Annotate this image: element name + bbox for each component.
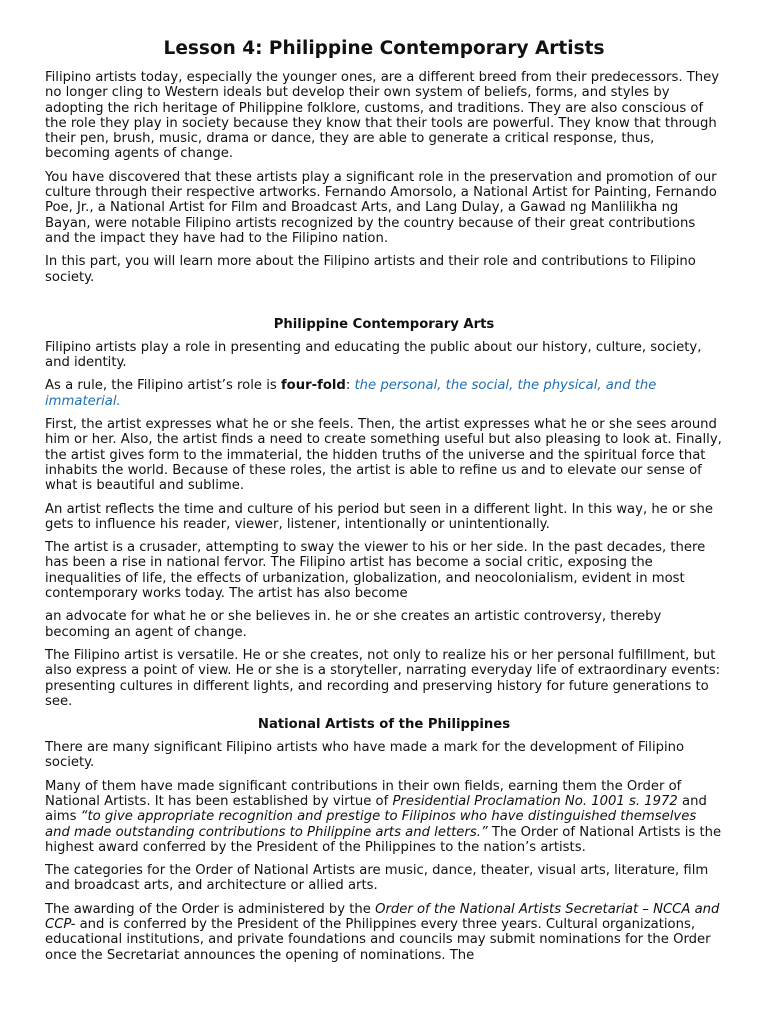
four-fold-colon: : [345,378,355,394]
four-fold-bold: four-fold [280,378,346,394]
section1-paragraph-roles: First, the artist expresses what he or she feels. Then, the artist expresses what he or she sees around him or her. Also, the artist finds a need to create something useful but also pleasing to look at. Finally, the artist gives form to the immaterial, the hidden truths of the universe and the spiritual force that inhabits the world. Because of these roles, the artist is able to refine us and to elevate our sense of what is beautiful and sublime. [45,417,722,494]
section2-paragraph-order [45,779,723,855]
four-fold-paragraph [45,378,723,409]
section1-paragraph-advocate: an advocate for what he or she believes in. he or she creates an artistic controversy, thereby becoming an agent of change. [45,609,662,640]
section1-paragraph-versatile: The Filipino artist is versatile. He or she creates, not only to realize his or her personal fulfillment, but also express a point of view. He or she is a storyteller, narrating everyday life of extraordinary events: presenting cultures in different lights, and recording and preserving history for future generations to see. [45,647,721,709]
section-heading-national-artists: National Artists of the Philippines [257,717,511,733]
intro-paragraph-3: In this part, you will learn more about the Filipino artists and their role and contributions to Filipino society. [45,254,696,285]
section1-paragraph-crusader: The artist is a crusader, attempting to sway the viewer to his or her side. In the past decades, there has been a rise in national fervor. The Filipino artist has become a social critic, exposing the inequalities of life, the effects of urbanization, globalization, and neocolonialism, evident in most contemporary works today. The artist has also become [45,540,706,602]
awarding-text-a: The awarding of the Order is administered by the [45,901,376,917]
section-heading-contemporary-arts: Philippine Contemporary Arts [273,316,495,332]
section2-paragraph-awarding [45,902,723,963]
section1-paragraph-reflects: An artist reflects the time and culture of his period but seen in a different light. In this way, he or she gets to influence his reader, viewer, listener, intentionally or unintentionally. [45,501,714,532]
order-text-a: Many of them have made significant contributions in their own fields, earning them the Order of National Artists. It has been established by virtue of [45,778,682,809]
section1-paragraph-1: Filipino artists play a role in presenting and educating the public about our history, culture, society, and identity. [45,339,702,371]
section2-paragraph-1: There are many significant Filipino artists who have made a mark for the development of Filipino society. [45,740,685,771]
order-text-b: and aims [45,793,707,825]
section2-paragraph-categories: The categories for the Order of National Artists are music, dance, theater, visual arts, literature, film and broadcast arts, and architecture or allied arts. [45,863,709,894]
four-fold-prefix: As a rule, the Filipino artist’s role is [45,378,281,394]
awarding-text-b: and is conferred by the President of the Philippines every three years. Cultural organizations, educational institutions, and private foundations and councils may submit nominations for the Order once the Secretariat announces the opening of nominations. The [45,917,711,963]
proclamation-reference: Presidential Proclamation No. 1001 s. 1972 [392,793,678,809]
order-text-c: The Order of National Artists is the highest award conferred by the President of the Philippines to the nation’s artists. [45,824,722,855]
page-title: Lesson 4: Philippine Contemporary Artists [163,38,605,59]
order-aim-quote: “to give appropriate recognition and prestige to Filipinos who have distinguished themselves and made outstanding contributions to Philippine arts and letters.” [45,809,697,840]
secretariat-name: Order of the National Artists Secretariat – NCCA and CCP- [45,901,720,933]
intro-paragraph-1: Filipino artists today, especially the younger ones, are a different breed from their predecessors. They no longer cling to Western ideals but develop their own system of beliefs, forms, and styles by adopting the rich heritage of Philippine folklore, customs, and traditions. They are also conscious of the role they play in society because they know that their tools are powerful. They know that through their pen, brush, music, drama or dance, they are able to generate a critical response, thus, becoming agents of change. [45,70,720,162]
intro-paragraph-2: You have discovered that these artists play a significant role in the preservation and promotion of our culture through their respective artworks. Fernando Amorsolo, a National Artist for Painting, Fernando Poe, Jr., a National Artist for Film and Broadcast Arts, and Lang Dulay, a Gawad ng Manlilikha ng Bayan, were notable Filipino artists recognized by the country because of their great contributions and the impact they have had to the Filipino nation. [45,169,717,246]
four-fold-roles: the personal, the social, the physical, and the immaterial. [45,378,657,409]
